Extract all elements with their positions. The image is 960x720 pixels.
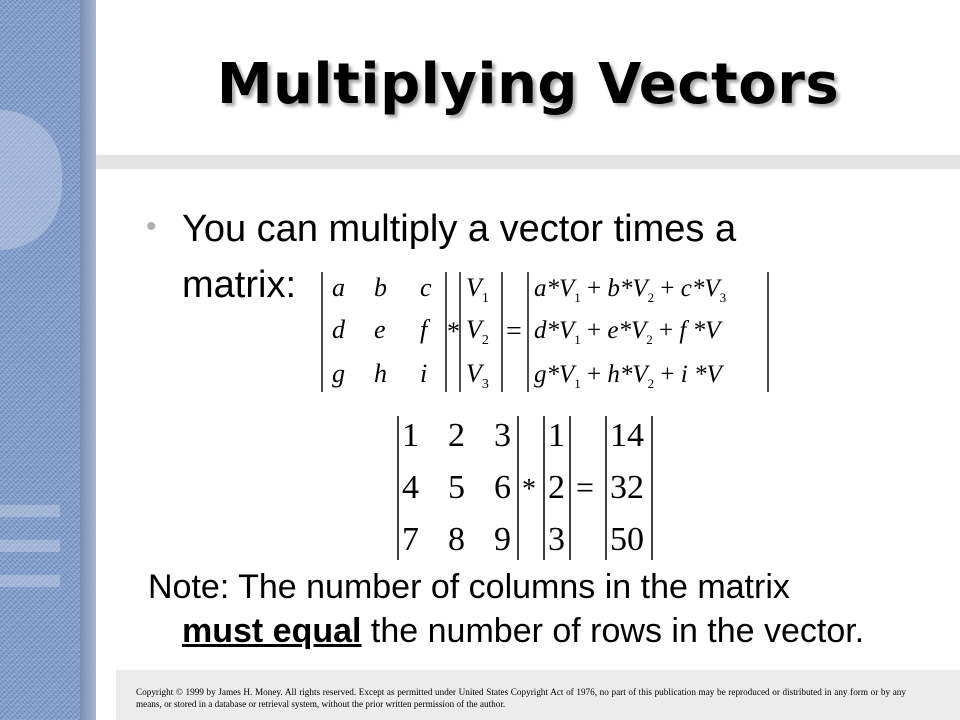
matrix-cell: 2 (448, 417, 465, 454)
multiply-sign: * (522, 474, 536, 505)
equals-sign: = (576, 469, 595, 505)
vector-cell: $V_2$ (466, 315, 489, 348)
note-emphasis: must equal (182, 612, 362, 650)
matrix-cell: i (420, 359, 428, 388)
bullet-text-line-1: You can multiply a vector times a (182, 208, 737, 250)
page-title: Multiplying Vectors (216, 52, 840, 117)
numeric-vector (544, 416, 570, 560)
band-edge (80, 0, 96, 720)
result-cell: $g*V_1 + h*V_2 + i$ *V (534, 361, 722, 391)
matrix-cell: h (374, 359, 387, 388)
matrix-cell: 1 (402, 417, 419, 454)
matrix-cell: 3 (494, 417, 511, 454)
matrix-cell: 5 (448, 469, 465, 506)
symbolic-result-vector (528, 272, 768, 392)
result-cell: 32 (610, 469, 644, 506)
matrix-cell: f (420, 315, 428, 344)
matrix-cell: 7 (402, 521, 419, 558)
band-circle-shape (0, 110, 62, 250)
vector-cell: 1 (548, 417, 565, 454)
result-cell: 50 (610, 521, 644, 558)
band-bar-shape (0, 540, 60, 552)
note-text-line-2 (182, 612, 864, 651)
vector-cell: $V_3$ (466, 359, 489, 392)
matrix-cell: b (374, 273, 387, 302)
matrix-cell: 6 (494, 469, 511, 506)
multiply-sign: * (447, 317, 460, 346)
bullet-icon: • (146, 210, 157, 243)
equals-sign: = (506, 316, 522, 347)
matrix-cell: 9 (494, 521, 511, 558)
band-bar-shape (0, 505, 60, 517)
vector-cell: 2 (548, 469, 565, 506)
note-text-line-1: Note: The number of columns in the matrix (148, 568, 790, 606)
matrix-cell: 8 (448, 521, 465, 558)
bullet-text-line-2: matrix: (182, 264, 296, 306)
result-cell: $a*V_1 + b*V_2 + c*V_3$ (534, 275, 727, 305)
symbolic-vector (460, 272, 502, 392)
vector-cell: $V_1$ (466, 273, 489, 306)
symbolic-matrix (322, 272, 446, 392)
note-text-rest: the number of rows in the vector. (361, 612, 865, 650)
matrix-cell: c (420, 273, 432, 302)
title-divider (96, 155, 960, 169)
copyright-text: Copyright © 1999 by James H. Money. All rights reserved. Except as permitted under United States Copyright Act of 1976, no part of this publication may be reproduced or distributed in any form or by any means, or stored in a database or retrieval system, without the prior written permission of the author. (136, 687, 906, 709)
matrix-cell: e (374, 315, 386, 344)
result-cell: 14 (610, 417, 644, 454)
matrix-cell: a (332, 273, 345, 302)
result-cell: $d*V_1 + e*V_2 + f$ *V (534, 317, 721, 347)
matrix-cell: d (332, 315, 345, 344)
matrix-cell: g (332, 359, 345, 388)
numeric-matrix (398, 416, 518, 560)
numeric-matrix-equation (392, 412, 662, 564)
matrix-cell: 4 (402, 469, 419, 506)
numeric-result-vector (606, 416, 652, 560)
vector-cell: 3 (548, 521, 565, 558)
band-bar-shape (0, 575, 60, 587)
symbolic-matrix-equation (316, 268, 776, 396)
